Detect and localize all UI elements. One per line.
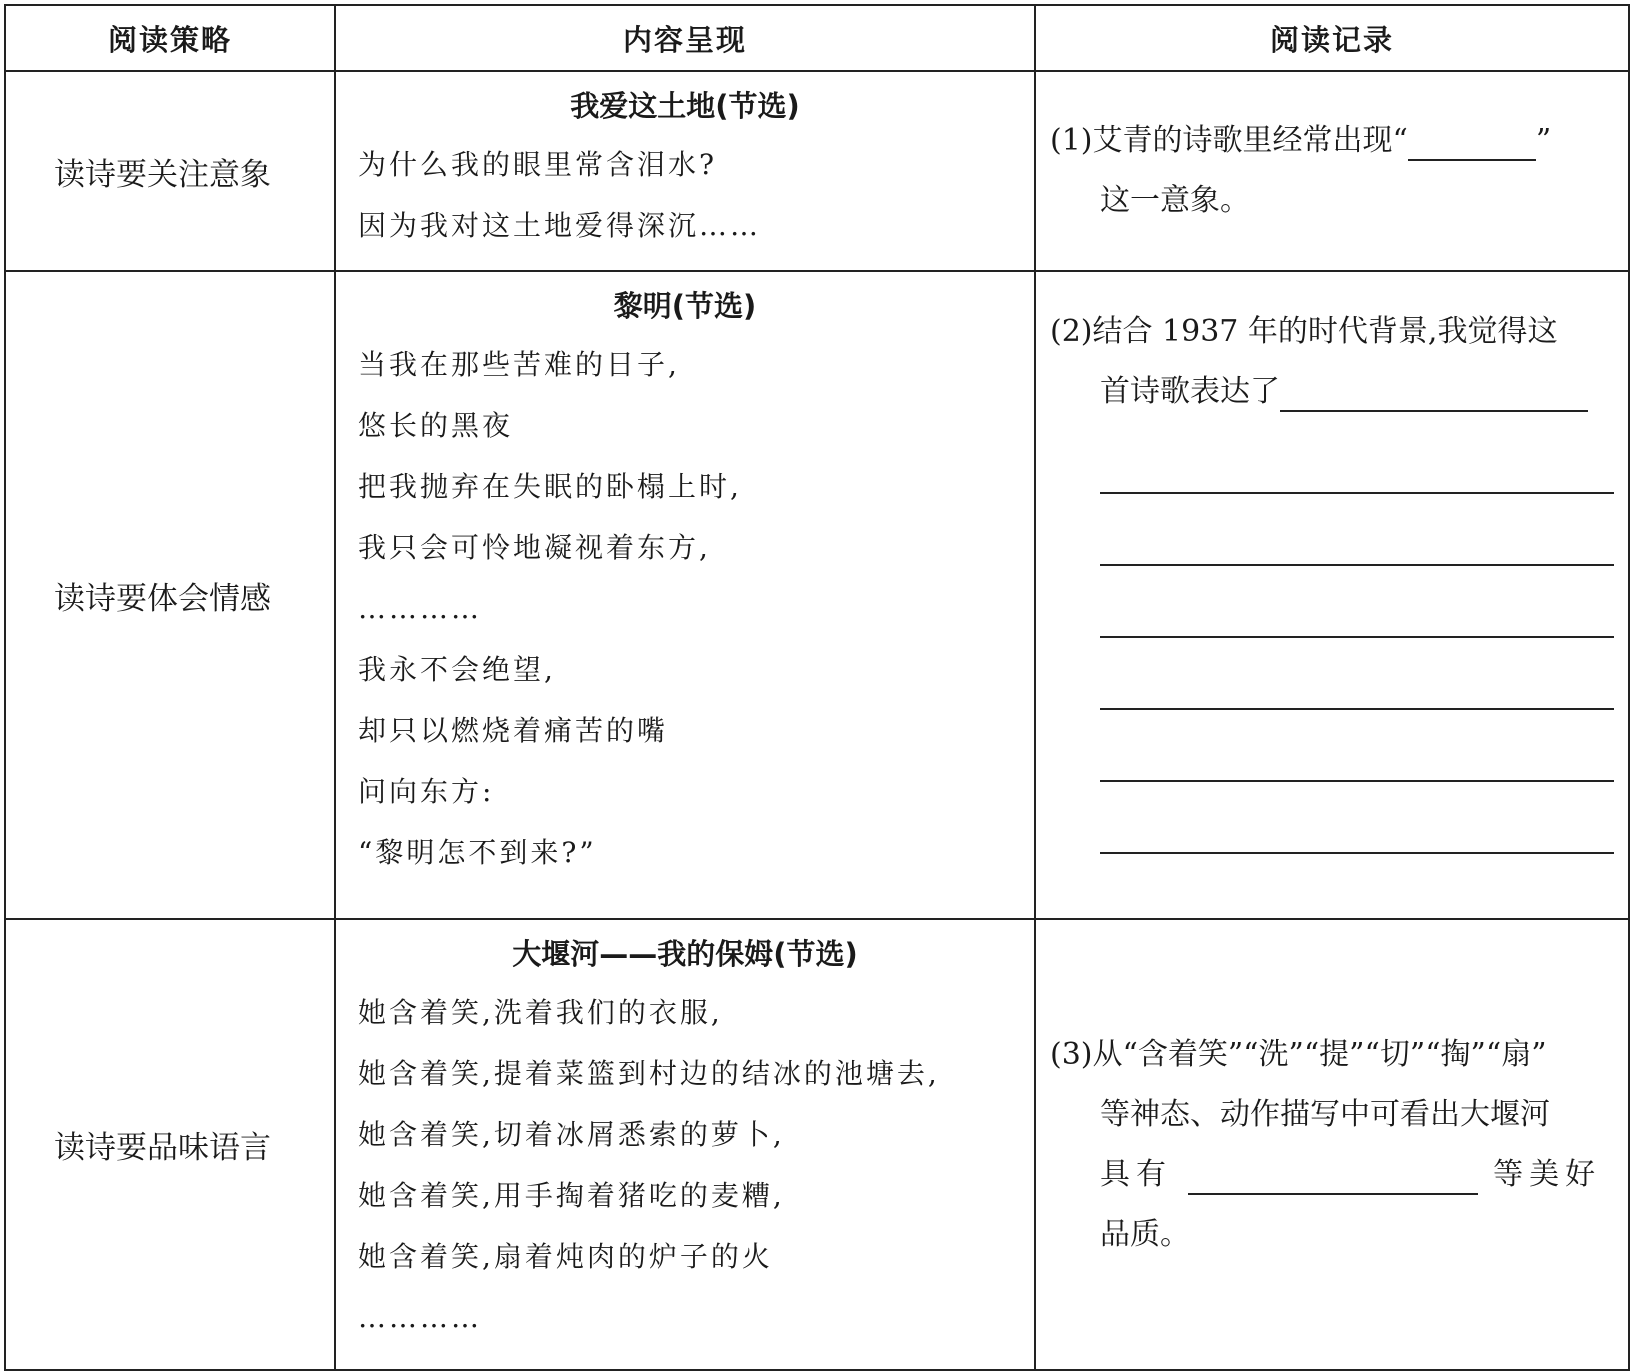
- answer-blank-qualities[interactable]: [1188, 1153, 1478, 1195]
- record-cell: [1035, 919, 1629, 1370]
- header-strategy: 阅读策略: [5, 5, 335, 71]
- poem-line: 因为我对这土地爱得深沉……: [358, 209, 762, 242]
- answer-blank-line[interactable]: [1100, 422, 1614, 494]
- record-line: [1050, 1145, 1614, 1205]
- record-line: 这一意象。: [1100, 183, 1250, 218]
- record-cell: [1035, 71, 1629, 271]
- poem-line: 把我抛弃在失眠的卧榻上时,: [358, 470, 742, 503]
- strategy-cell: 读诗要品味语言: [5, 919, 335, 1370]
- answer-blank-line[interactable]: [1100, 566, 1614, 638]
- poem-line: 悠长的黑夜: [358, 409, 514, 442]
- poem-line: 她含着笑,提着菜篮到村边的结冰的池塘去,: [358, 1057, 940, 1090]
- poem-line: 我只会可怜地凝视着东方,: [358, 531, 711, 564]
- answer-blank-line[interactable]: [1100, 710, 1614, 782]
- record-cell: [1035, 271, 1629, 919]
- record-line: 等神态、动作描写中可看出大堰河: [1100, 1096, 1550, 1132]
- record-line: (2)结合 1937 年的时代背景,我觉得这: [1050, 314, 1558, 349]
- record-text: ”: [1535, 123, 1552, 158]
- poem-line: 问向东方:: [358, 775, 495, 808]
- poem-title: 黎明(节选): [613, 289, 757, 323]
- poem-cell: [335, 271, 1035, 919]
- poem-line: 为什么我的眼里常含泪水?: [358, 148, 718, 181]
- table-row: [5, 919, 1629, 1370]
- poem-line: 她含着笑,洗着我们的衣服,: [358, 996, 723, 1029]
- poem-cell: [335, 71, 1035, 271]
- poem-title: 大堰河——我的保姆(节选): [512, 937, 858, 971]
- poem-line: 我永不会绝望,: [358, 653, 556, 686]
- record-line: [1050, 111, 1614, 171]
- header-content: 内容呈现: [335, 5, 1035, 71]
- table-row: [5, 271, 1629, 919]
- poem-line: 当我在那些苦难的日子,: [358, 348, 680, 381]
- poem-line: …………: [358, 592, 482, 625]
- answer-blank-line[interactable]: [1100, 494, 1614, 566]
- answer-blank-line[interactable]: [1100, 638, 1614, 710]
- poem-line: 她含着笑,切着冰屑悉索的萝卜,: [358, 1118, 785, 1151]
- poem-line: …………: [358, 1301, 482, 1334]
- table-header-row: [5, 5, 1629, 71]
- poem-line: “黎明怎不到来?”: [358, 836, 597, 869]
- record-text: 首诗歌表达了: [1100, 374, 1280, 409]
- record-line: [1050, 362, 1614, 422]
- strategy-cell: 读诗要体会情感: [5, 271, 335, 919]
- record-line: 品质。: [1100, 1216, 1190, 1252]
- strategy-cell: 读诗要关注意象: [5, 71, 335, 271]
- record-line: (3)从“含着笑”“洗”“提”“切”“掏”“扇”: [1050, 1036, 1547, 1072]
- poem-title: 我爱这土地(节选): [570, 89, 800, 123]
- record-text: (1)艾青的诗歌里经常出现“: [1050, 123, 1408, 158]
- answer-blank-line[interactable]: [1100, 782, 1614, 854]
- poem-cell: [335, 919, 1035, 1370]
- poem-line: 却只以燃烧着痛苦的嘴: [358, 714, 669, 747]
- poem-line: 她含着笑,扇着炖肉的炉子的火: [358, 1240, 773, 1273]
- answer-blank-emotion[interactable]: [1280, 370, 1588, 412]
- header-record: 阅读记录: [1035, 5, 1629, 71]
- answer-blank-imagery[interactable]: [1408, 119, 1536, 161]
- reading-strategy-table: [4, 4, 1630, 1371]
- poem-line: 她含着笑,用手掏着猪吃的麦糟,: [358, 1179, 785, 1212]
- table-row: [5, 71, 1629, 271]
- record-text: 等美好: [1493, 1156, 1602, 1192]
- record-text: 具有: [1100, 1156, 1172, 1192]
